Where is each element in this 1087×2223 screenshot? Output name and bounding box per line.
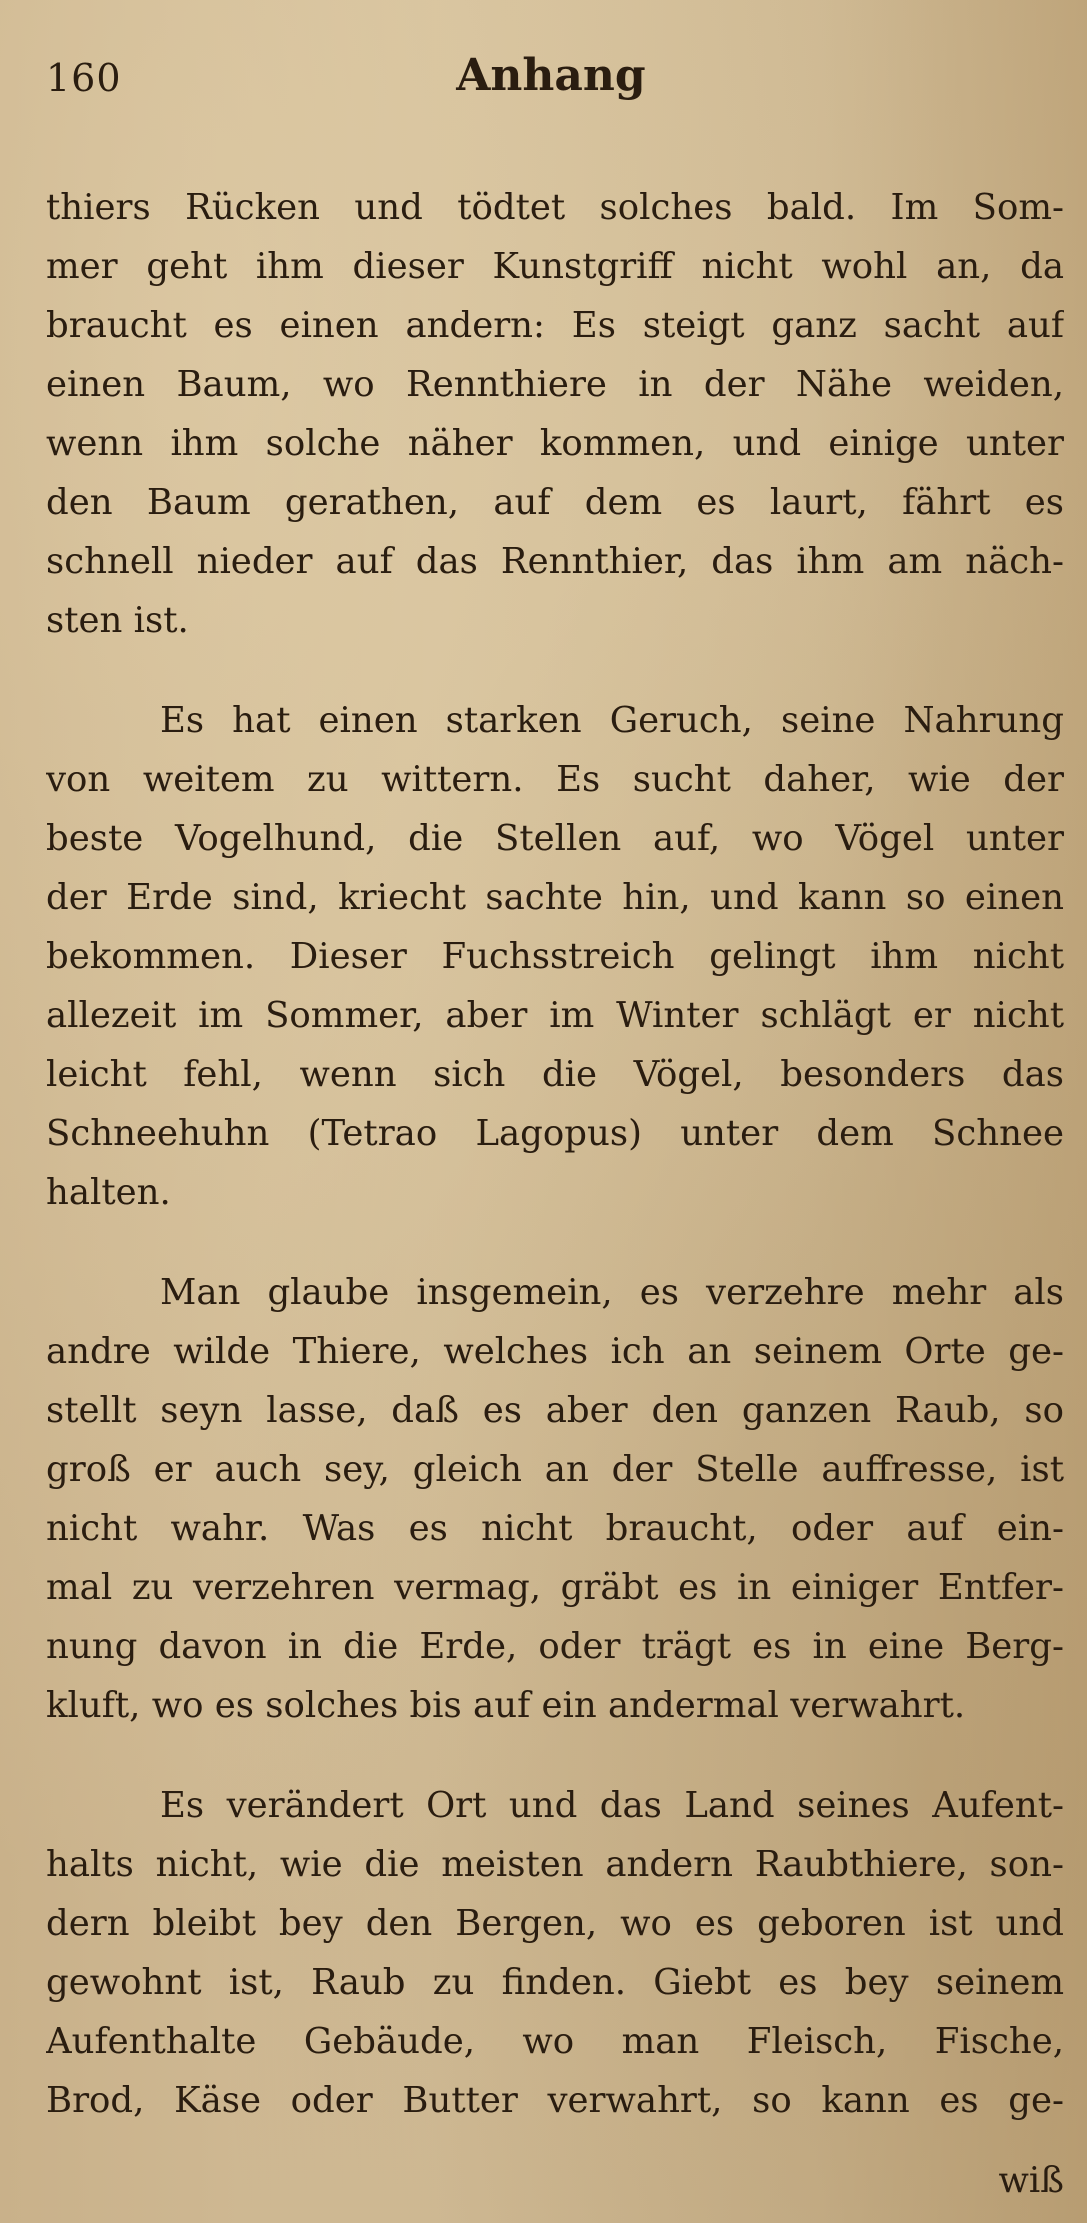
text-line: wenn ihm solche näher kommen, und einige unter — [46, 423, 1064, 464]
text-line: Brod, Käse oder Butter verwahrt, so kann es ge- — [46, 2080, 1064, 2121]
text-line: andre wilde Thiere, welches ich an seinem Orte ge- — [46, 1331, 1064, 1372]
body-text — [46, 178, 1064, 2210]
text-line: halten. — [46, 1172, 171, 1213]
text-line: groß er auch sey, gleich an der Stelle auffresse, ist — [46, 1449, 1064, 1490]
text-line: leicht fehl, wenn sich die Vögel, besonders das — [46, 1054, 1064, 1095]
text-line: der Erde sind, kriecht sachte hin, und kann so einen — [46, 877, 1064, 918]
text-line: Es verändert Ort und das Land seines Aufent- — [160, 1785, 1064, 1826]
text-line: gewohnt ist, Raub zu finden. Giebt es bey seinem — [46, 1962, 1064, 2003]
text-line: von weitem zu wittern. Es sucht daher, wie der — [46, 759, 1064, 800]
page-header — [46, 50, 1056, 120]
text-line: sten ist. — [46, 600, 189, 641]
text-line: mal zu verzehren vermag, gräbt es in einiger Entfer- — [46, 1567, 1064, 1608]
text-line: braucht es einen andern: Es steigt ganz sacht auf — [46, 305, 1064, 346]
text-line: halts nicht, wie die meisten andern Raubthiere, son- — [46, 1844, 1064, 1885]
text-line: stellt seyn lasse, daß es aber den ganzen Raub, so — [46, 1390, 1064, 1431]
page-number: 160 — [46, 56, 122, 100]
paragraph — [46, 691, 1064, 1222]
text-line: bekommen. Dieser Fuchsstreich gelingt ihm nicht — [46, 936, 1064, 977]
text-line: schnell nieder auf das Rennthier, das ihm am näch- — [46, 541, 1064, 582]
text-line: Man glaube insgemein, es verzehre mehr als — [160, 1272, 1064, 1313]
text-line: mer geht ihm dieser Kunstgriff nicht wohl an, da — [46, 246, 1064, 287]
text-line: nicht wahr. Was es nicht braucht, oder auf ein- — [46, 1508, 1064, 1549]
text-line: den Baum gerathen, auf dem es laurt, fährt es — [46, 482, 1064, 523]
paragraph — [46, 1776, 1064, 2130]
text-line: Es hat einen starken Geruch, seine Nahrung — [160, 700, 1064, 741]
text-line: dern bleibt bey den Bergen, wo es geboren ist und — [46, 1903, 1064, 1944]
running-head: Anhang — [456, 50, 646, 101]
paragraph — [46, 1263, 1064, 1735]
text-line: nung davon in die Erde, oder trägt es in eine Berg- — [46, 1626, 1064, 1667]
text-line: allezeit im Sommer, aber im Winter schlägt er nicht — [46, 995, 1064, 1036]
catchword: wiß — [998, 2160, 1064, 2201]
text-line: kluft, wo es solches bis auf ein andermal verwahrt. — [46, 1685, 966, 1726]
paragraph — [46, 178, 1064, 650]
text-line: beste Vogelhund, die Stellen auf, wo Vögel unter — [46, 818, 1064, 859]
text-line: Aufenthalte Gebäude, wo man Fleisch, Fische, — [46, 2021, 1064, 2062]
text-line: Schneehuhn (Tetrao Lagopus) unter dem Schnee — [46, 1113, 1064, 1154]
text-line: thiers Rücken und tödtet solches bald. Im Som- — [46, 187, 1064, 228]
text-line: einen Baum, wo Rennthiere in der Nähe weiden, — [46, 364, 1064, 405]
